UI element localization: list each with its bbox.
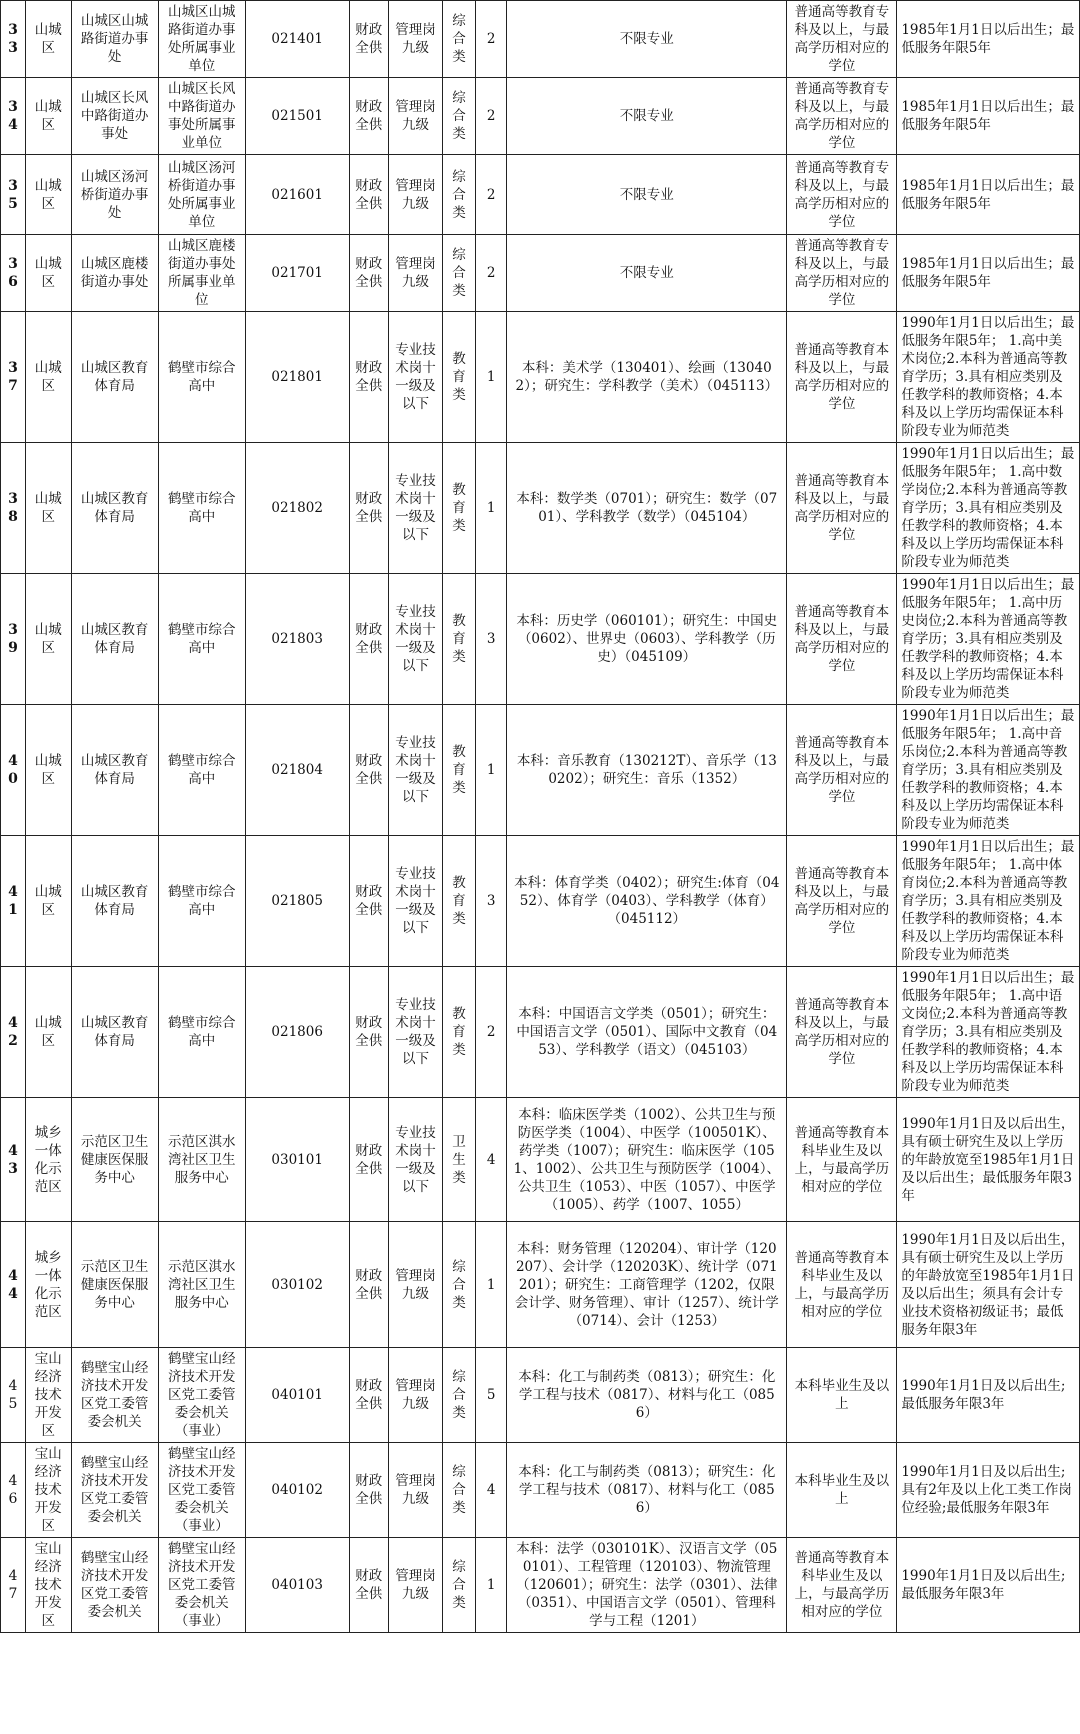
- position-code-cell: 021802: [245, 443, 349, 574]
- table-row: [1, 1443, 1080, 1538]
- region-cell: 宝山经济技术开发区: [25, 1443, 71, 1538]
- position-level-cell: 专业技术岗十一级及以下: [388, 967, 442, 1098]
- notes-cell: 1990年1月1日及以后出生;最低服务年限3年: [897, 1538, 1080, 1633]
- hiring-count-cell: 2: [476, 1, 507, 78]
- department-cell: 鹤壁宝山经济技术开发区党工委管委会机关: [71, 1348, 158, 1443]
- table-row: [1, 1538, 1080, 1633]
- region-cell: 山城区: [25, 1, 71, 78]
- department-cell: 山城区教育体育局: [71, 312, 158, 443]
- funding-cell: 财政全供: [349, 1098, 388, 1222]
- position-code-cell: 021804: [245, 705, 349, 836]
- major-requirement-cell: 本科：音乐教育（130212T）、音乐学（130202）；研究生：音乐（1352）: [507, 705, 787, 836]
- hiring-count-cell: 4: [476, 1098, 507, 1222]
- notes-cell: 1990年1月1日以后出生；最低服务年限5年； 1.高中语文岗位;2.本科为普通高等教育学历；3.具有相应类别及任教学科的教师资格；4.本科及以上学历均需保证本科阶段专业为师范类: [897, 967, 1080, 1098]
- table-row: [1, 574, 1080, 705]
- region-cell: 山城区: [25, 78, 71, 155]
- department-cell: 示范区卫生健康医保服务中心: [71, 1098, 158, 1222]
- notes-cell: 1990年1月1日以后出生；最低服务年限5年； 1.高中数学岗位;2.本科为普通高等教育学历；3.具有相应类别及任教学科的教师资格；4.本科及以上学历均需保证本科阶段专业为师范类: [897, 443, 1080, 574]
- category-cell: 综合类: [442, 1443, 475, 1538]
- table-row: [1, 78, 1080, 155]
- position-code-cell: 021803: [245, 574, 349, 705]
- position-code-cell: 021601: [245, 155, 349, 235]
- notes-cell: 1990年1月1日以后出生；最低服务年限5年； 1.高中体育岗位;2.本科为普通高等教育学历；3.具有相应类别及任教学科的教师资格；4.本科及以上学历均需保证本科阶段专业为师范类: [897, 836, 1080, 967]
- table-row: [1, 1, 1080, 78]
- notes-cell: 1990年1月1日及以后出生;具有2年及以上化工类工作岗位经验;最低服务年限3年: [897, 1443, 1080, 1538]
- category-cell: 综合类: [442, 235, 475, 312]
- notes-cell: 1990年1月1日以后出生；最低服务年限5年； 1.高中历史岗位;2.本科为普通高等教育学历；3.具有相应类别及任教学科的教师资格；4.本科及以上学历均需保证本科阶段专业为师范类: [897, 574, 1080, 705]
- region-cell: 山城区: [25, 967, 71, 1098]
- notes-cell: 1985年1月1日以后出生；最低服务年限5年: [897, 155, 1080, 235]
- table-row: [1, 1222, 1080, 1348]
- unit-cell: 示范区淇水湾社区卫生服务中心: [158, 1098, 245, 1222]
- education-requirement-cell: 普通高等教育本科毕业生及以上，与最高学历相对应的学位: [787, 1098, 897, 1222]
- table-row: [1, 155, 1080, 235]
- notes-cell: 1990年1月1日及以后出生;最低服务年限3年: [897, 1348, 1080, 1443]
- notes-cell: 1985年1月1日以后出生；最低服务年限5年: [897, 1, 1080, 78]
- row-number: 46: [1, 1443, 26, 1538]
- hiring-count-cell: 2: [476, 235, 507, 312]
- hiring-count-cell: 1: [476, 443, 507, 574]
- position-code-cell: 021805: [245, 836, 349, 967]
- row-number: 45: [1, 1348, 26, 1443]
- region-cell: 城乡一体化示范区: [25, 1222, 71, 1348]
- major-requirement-cell: 本科：体育学类（0402）；研究生:体育（0452）、体育学（0403）、学科教学（体育）（045112）: [507, 836, 787, 967]
- department-cell: 山城区教育体育局: [71, 967, 158, 1098]
- position-code-cell: 030102: [245, 1222, 349, 1348]
- table-row: [1, 1098, 1080, 1222]
- major-requirement-cell: 本科：中国语言文学类（0501）；研究生：中国语言文学（0501）、国际中文教育（0453）、学科教学（语文）（045103）: [507, 967, 787, 1098]
- education-requirement-cell: 普通高等教育本科及以上，与最高学历相对应的学位: [787, 836, 897, 967]
- department-cell: 山城区汤河桥街道办事处: [71, 155, 158, 235]
- position-code-cell: 040101: [245, 1348, 349, 1443]
- position-level-cell: 专业技术岗十一级及以下: [388, 705, 442, 836]
- major-requirement-cell: 本科：临床医学类（1002）、公共卫生与预防医学类（1004）、中医学（100501K）、药学类（1007）；研究生：临床医学（1051、1002）、公共卫生与预防医学（1004）、公共卫生（1053）、中医（1057）、中医学（1005）、药学（1007、1055）: [507, 1098, 787, 1222]
- position-level-cell: 管理岗九级: [388, 155, 442, 235]
- position-code-cell: 040103: [245, 1538, 349, 1633]
- notes-cell: 1990年1月1日以后出生；最低服务年限5年； 1.高中音乐岗位;2.本科为普通高等教育学历；3.具有相应类别及任教学科的教师资格；4.本科及以上学历均需保证本科阶段专业为师范类: [897, 705, 1080, 836]
- funding-cell: 财政全供: [349, 967, 388, 1098]
- unit-cell: 山城区鹿楼街道办事处所属事业单位: [158, 235, 245, 312]
- hiring-count-cell: 4: [476, 1443, 507, 1538]
- major-requirement-cell: 不限专业: [507, 78, 787, 155]
- unit-cell: 鹤壁市综合高中: [158, 443, 245, 574]
- hiring-count-cell: 1: [476, 705, 507, 836]
- position-level-cell: 专业技术岗十一级及以下: [388, 443, 442, 574]
- table-row: [1, 967, 1080, 1098]
- row-number: 38: [1, 443, 26, 574]
- position-level-cell: 专业技术岗十一级及以下: [388, 312, 442, 443]
- table-body: [1, 1, 1080, 1633]
- region-cell: 山城区: [25, 705, 71, 836]
- category-cell: 教育类: [442, 836, 475, 967]
- department-cell: 山城区教育体育局: [71, 705, 158, 836]
- row-number: 33: [1, 1, 26, 78]
- row-number: 41: [1, 836, 26, 967]
- education-requirement-cell: 普通高等教育本科及以上，与最高学历相对应的学位: [787, 967, 897, 1098]
- unit-cell: 鹤壁宝山经济技术开发区党工委管委会机关（事业）: [158, 1348, 245, 1443]
- unit-cell: 山城区长风中路街道办事处所属事业单位: [158, 78, 245, 155]
- table-row: [1, 443, 1080, 574]
- major-requirement-cell: 本科：财务管理（120204）、审计学（120207）、会计学（120203K）、统计学（071201）；研究生：工商管理学（1202，仅限会计学、财务管理）、审计（1257）、统计学（0714）、会计（1253）: [507, 1222, 787, 1348]
- hiring-count-cell: 3: [476, 574, 507, 705]
- funding-cell: 财政全供: [349, 1348, 388, 1443]
- department-cell: 示范区卫生健康医保服务中心: [71, 1222, 158, 1348]
- position-code-cell: 040102: [245, 1443, 349, 1538]
- department-cell: 山城区教育体育局: [71, 443, 158, 574]
- funding-cell: 财政全供: [349, 443, 388, 574]
- region-cell: 宝山经济技术开发区: [25, 1348, 71, 1443]
- major-requirement-cell: 本科：化工与制药类（0813）；研究生：化学工程与技术（0817）、材料与化工（0856）: [507, 1443, 787, 1538]
- position-level-cell: 管理岗九级: [388, 1222, 442, 1348]
- notes-cell: 1990年1月1日及以后出生，具有硕士研究生及以上学历的年龄放宽至1985年1月1日及以后出生；须具有会计专业技术资格初级证书；最低服务年限3年: [897, 1222, 1080, 1348]
- education-requirement-cell: 普通高等教育专科及以上，与最高学历相对应的学位: [787, 1, 897, 78]
- table-row: [1, 1348, 1080, 1443]
- row-number: 37: [1, 312, 26, 443]
- hiring-count-cell: 1: [476, 1222, 507, 1348]
- position-level-cell: 管理岗九级: [388, 235, 442, 312]
- major-requirement-cell: 不限专业: [507, 1, 787, 78]
- category-cell: 教育类: [442, 967, 475, 1098]
- unit-cell: 山城区汤河桥街道办事处所属事业单位: [158, 155, 245, 235]
- major-requirement-cell: 本科：法学（030101K）、汉语言文学（050101）、工程管理（120103）、物流管理（120601）；研究生：法学（0301）、法律（0351）、中国语言文学（0501）、管理科学与工程（1201）: [507, 1538, 787, 1633]
- category-cell: 教育类: [442, 705, 475, 836]
- position-level-cell: 管理岗九级: [388, 1348, 442, 1443]
- education-requirement-cell: 普通高等教育本科毕业生及以上，与最高学历相对应的学位: [787, 1222, 897, 1348]
- region-cell: 山城区: [25, 443, 71, 574]
- department-cell: 山城区山城路街道办事处: [71, 1, 158, 78]
- unit-cell: 鹤壁宝山经济技术开发区党工委管委会机关（事业）: [158, 1538, 245, 1633]
- notes-cell: 1985年1月1日以后出生；最低服务年限5年: [897, 78, 1080, 155]
- funding-cell: 财政全供: [349, 836, 388, 967]
- education-requirement-cell: 普通高等教育本科及以上，与最高学历相对应的学位: [787, 574, 897, 705]
- unit-cell: 鹤壁宝山经济技术开发区党工委管委会机关（事业）: [158, 1443, 245, 1538]
- row-number: 34: [1, 78, 26, 155]
- major-requirement-cell: 本科：美术学（130401）、绘画（130402）；研究生：学科教学（美术）（045113）: [507, 312, 787, 443]
- category-cell: 综合类: [442, 155, 475, 235]
- row-number: 36: [1, 235, 26, 312]
- funding-cell: 财政全供: [349, 78, 388, 155]
- region-cell: 山城区: [25, 312, 71, 443]
- row-number: 42: [1, 967, 26, 1098]
- education-requirement-cell: 本科毕业生及以上: [787, 1348, 897, 1443]
- table-row: [1, 312, 1080, 443]
- hiring-count-cell: 2: [476, 967, 507, 1098]
- position-level-cell: 管理岗九级: [388, 78, 442, 155]
- department-cell: 山城区长风中路街道办事处: [71, 78, 158, 155]
- category-cell: 教育类: [442, 574, 475, 705]
- row-number: 40: [1, 705, 26, 836]
- major-requirement-cell: 不限专业: [507, 155, 787, 235]
- department-cell: 山城区教育体育局: [71, 574, 158, 705]
- unit-cell: 鹤壁市综合高中: [158, 836, 245, 967]
- education-requirement-cell: 普通高等教育本科毕业生及以上，与最高学历相对应的学位: [787, 1538, 897, 1633]
- hiring-count-cell: 1: [476, 312, 507, 443]
- education-requirement-cell: 普通高等教育专科及以上，与最高学历相对应的学位: [787, 235, 897, 312]
- position-level-cell: 管理岗九级: [388, 1443, 442, 1538]
- funding-cell: 财政全供: [349, 155, 388, 235]
- table-row: [1, 235, 1080, 312]
- notes-cell: 1990年1月1日及以后出生，具有硕士研究生及以上学历的年龄放宽至1985年1月1日及以后出生；最低服务年限3年: [897, 1098, 1080, 1222]
- unit-cell: 鹤壁市综合高中: [158, 312, 245, 443]
- hiring-count-cell: 5: [476, 1348, 507, 1443]
- education-requirement-cell: 普通高等教育专科及以上，与最高学历相对应的学位: [787, 78, 897, 155]
- unit-cell: 鹤壁市综合高中: [158, 967, 245, 1098]
- major-requirement-cell: 本科：历史学（060101）；研究生：中国史（0602）、世界史（0603）、学科教学（历史）（045109）: [507, 574, 787, 705]
- education-requirement-cell: 普通高等教育本科及以上，与最高学历相对应的学位: [787, 443, 897, 574]
- unit-cell: 示范区淇水湾社区卫生服务中心: [158, 1222, 245, 1348]
- table-row: [1, 836, 1080, 967]
- funding-cell: 财政全供: [349, 1538, 388, 1633]
- unit-cell: 山城区山城路街道办事处所属事业单位: [158, 1, 245, 78]
- hiring-count-cell: 3: [476, 836, 507, 967]
- department-cell: 鹤壁宝山经济技术开发区党工委管委会机关: [71, 1443, 158, 1538]
- region-cell: 山城区: [25, 574, 71, 705]
- position-code-cell: 021501: [245, 78, 349, 155]
- education-requirement-cell: 普通高等教育本科及以上，与最高学历相对应的学位: [787, 312, 897, 443]
- position-level-cell: 专业技术岗十一级及以下: [388, 574, 442, 705]
- region-cell: 山城区: [25, 836, 71, 967]
- funding-cell: 财政全供: [349, 1222, 388, 1348]
- funding-cell: 财政全供: [349, 1443, 388, 1538]
- funding-cell: 财政全供: [349, 235, 388, 312]
- position-code-cell: 021701: [245, 235, 349, 312]
- position-code-cell: 021801: [245, 312, 349, 443]
- notes-cell: 1990年1月1日以后出生；最低服务年限5年； 1.高中美术岗位;2.本科为普通高等教育学历；3.具有相应类别及任教学科的教师资格；4.本科及以上学历均需保证本科阶段专业为师范类: [897, 312, 1080, 443]
- department-cell: 鹤壁宝山经济技术开发区党工委管委会机关: [71, 1538, 158, 1633]
- education-requirement-cell: 普通高等教育本科及以上，与最高学历相对应的学位: [787, 705, 897, 836]
- funding-cell: 财政全供: [349, 574, 388, 705]
- unit-cell: 鹤壁市综合高中: [158, 574, 245, 705]
- position-level-cell: 专业技术岗十一级及以下: [388, 836, 442, 967]
- row-number: 44: [1, 1222, 26, 1348]
- region-cell: 宝山经济技术开发区: [25, 1538, 71, 1633]
- region-cell: 山城区: [25, 155, 71, 235]
- position-level-cell: 专业技术岗十一级及以下: [388, 1098, 442, 1222]
- region-cell: 山城区: [25, 235, 71, 312]
- notes-cell: 1985年1月1日以后出生；最低服务年限5年: [897, 235, 1080, 312]
- position-level-cell: 管理岗九级: [388, 1538, 442, 1633]
- hiring-count-cell: 2: [476, 155, 507, 235]
- major-requirement-cell: 不限专业: [507, 235, 787, 312]
- category-cell: 综合类: [442, 1538, 475, 1633]
- education-requirement-cell: 本科毕业生及以上: [787, 1443, 897, 1538]
- position-code-cell: 021806: [245, 967, 349, 1098]
- department-cell: 山城区鹿楼街道办事处: [71, 235, 158, 312]
- category-cell: 教育类: [442, 312, 475, 443]
- category-cell: 综合类: [442, 1, 475, 78]
- row-number: 35: [1, 155, 26, 235]
- funding-cell: 财政全供: [349, 705, 388, 836]
- hiring-count-cell: 1: [476, 1538, 507, 1633]
- position-level-cell: 管理岗九级: [388, 1, 442, 78]
- major-requirement-cell: 本科：数学类（0701）；研究生：数学（0701）、学科教学（数学）（045104）: [507, 443, 787, 574]
- category-cell: 教育类: [442, 443, 475, 574]
- category-cell: 综合类: [442, 78, 475, 155]
- table-row: [1, 705, 1080, 836]
- row-number: 47: [1, 1538, 26, 1633]
- position-code-cell: 030101: [245, 1098, 349, 1222]
- category-cell: 综合类: [442, 1222, 475, 1348]
- category-cell: 卫生类: [442, 1098, 475, 1222]
- row-number: 43: [1, 1098, 26, 1222]
- hiring-count-cell: 2: [476, 78, 507, 155]
- major-requirement-cell: 本科：化工与制药类（0813）；研究生：化学工程与技术（0817）、材料与化工（0856）: [507, 1348, 787, 1443]
- row-number: 39: [1, 574, 26, 705]
- unit-cell: 鹤壁市综合高中: [158, 705, 245, 836]
- department-cell: 山城区教育体育局: [71, 836, 158, 967]
- education-requirement-cell: 普通高等教育专科及以上，与最高学历相对应的学位: [787, 155, 897, 235]
- region-cell: 城乡一体化示范区: [25, 1098, 71, 1222]
- funding-cell: 财政全供: [349, 1, 388, 78]
- funding-cell: 财政全供: [349, 312, 388, 443]
- category-cell: 综合类: [442, 1348, 475, 1443]
- position-code-cell: 021401: [245, 1, 349, 78]
